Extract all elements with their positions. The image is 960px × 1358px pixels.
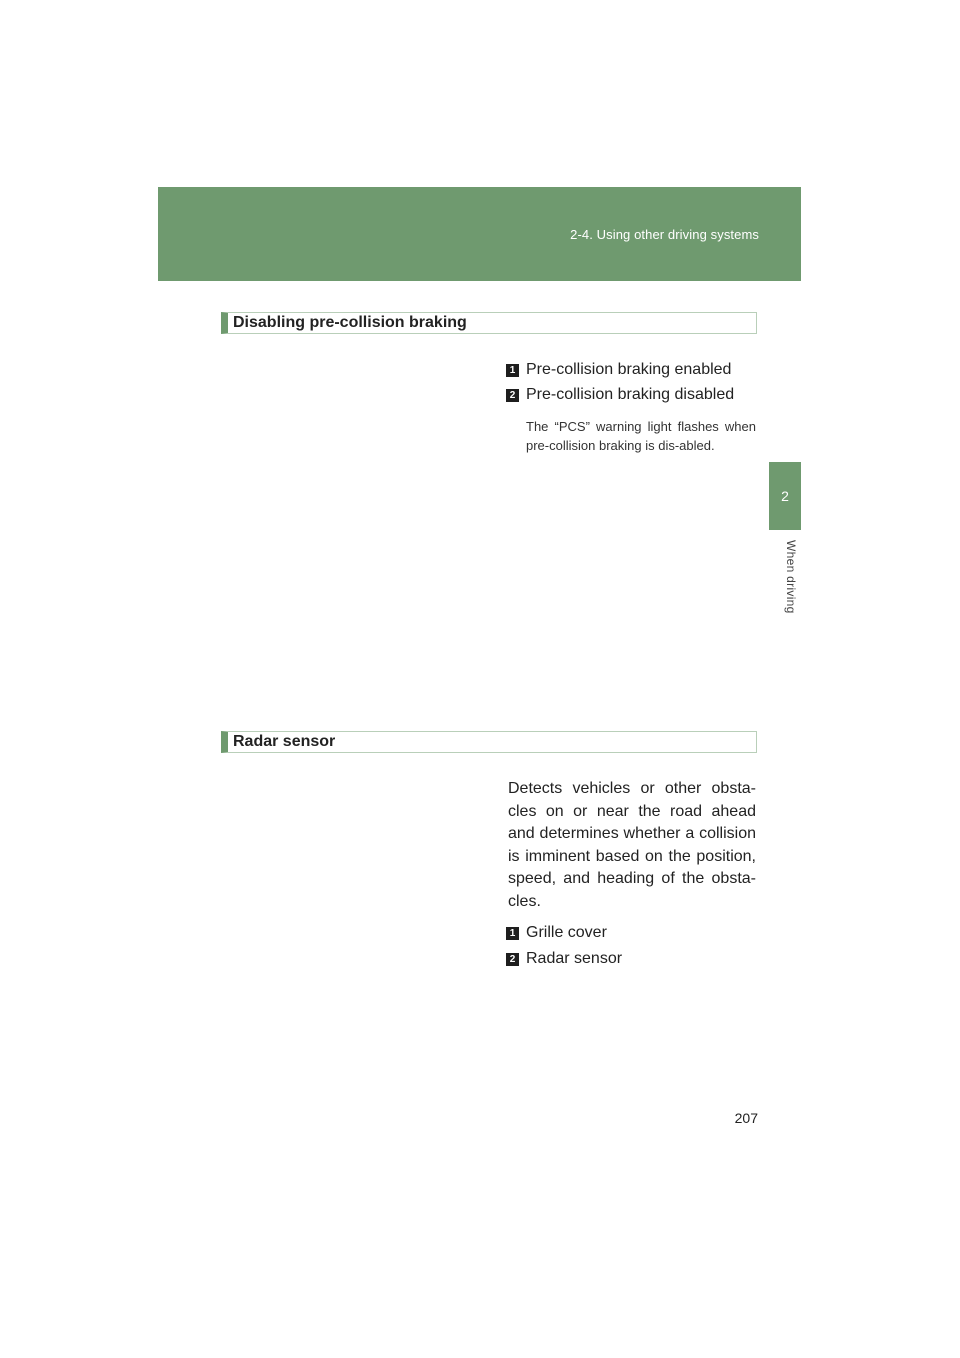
list-item-label: Radar sensor [526, 950, 623, 967]
list-item-label: Grille cover [526, 924, 607, 941]
section-heading-text: Disabling pre-collision braking [233, 314, 467, 331]
number-badge: 2 [506, 953, 519, 966]
number-badge: 2 [506, 389, 519, 402]
number-badge: 1 [506, 364, 519, 377]
list-item-label: Pre-collision braking enabled [526, 361, 732, 378]
chapter-number: 2 [781, 488, 789, 504]
list-item [506, 386, 734, 404]
number-badge: 1 [506, 927, 519, 940]
list-item [506, 924, 607, 942]
section-title: 2-4. Using other driving systems [570, 227, 759, 242]
list-item [506, 361, 731, 379]
description-text: Detects vehicles or other obsta-cles on or near the road ahead and determines whether a collision is imminent based on the position, speed, and heading of the obsta-cles. [508, 780, 756, 910]
section-heading-text: Radar sensor [233, 733, 336, 750]
header-bar [158, 187, 801, 281]
list-item [506, 950, 622, 968]
chapter-label: When driving [784, 540, 798, 614]
list-item-label: Pre-collision braking disabled [526, 386, 735, 403]
section-heading-radar-sensor [221, 731, 757, 753]
note-text: The “PCS” warning light flashes when pre-collision braking is dis-abled. [526, 419, 756, 453]
chapter-tab [769, 462, 801, 530]
section-heading-disabling-braking [221, 312, 757, 334]
page-number: 207 [734, 1110, 758, 1126]
